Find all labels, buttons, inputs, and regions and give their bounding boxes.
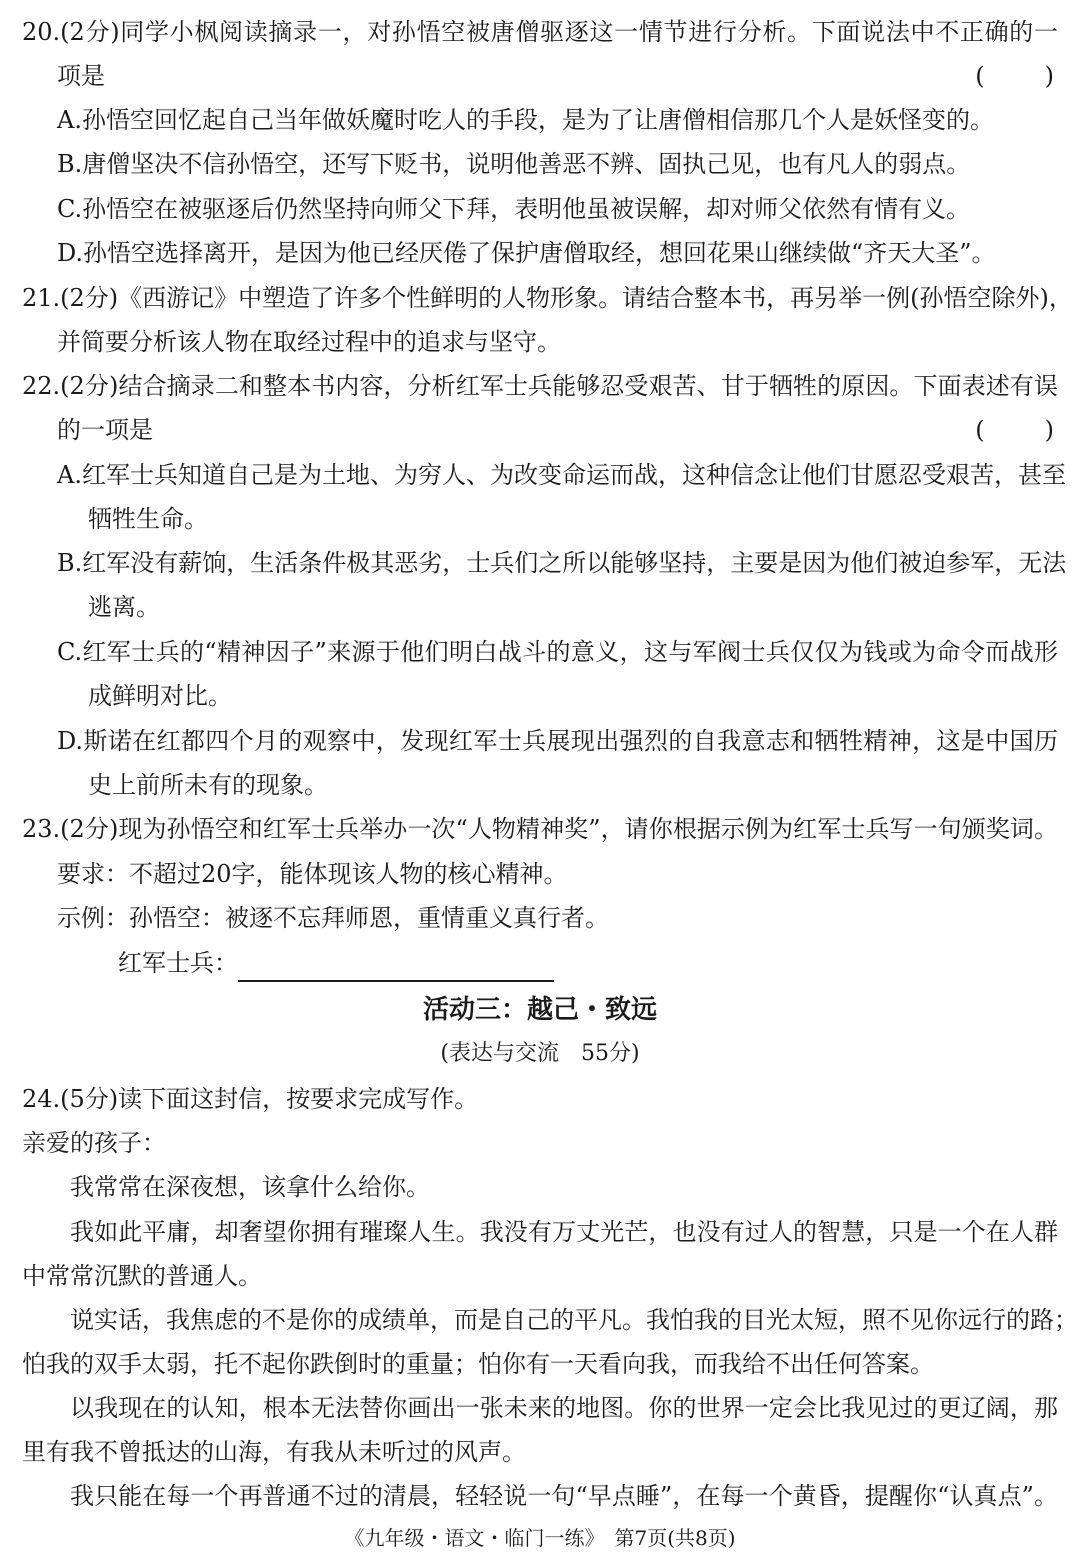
q20-option-d: D.孙悟空选择离开，是因为他已经厌倦了保护唐僧取经，想回花果山继续做“齐天大圣”。 <box>57 239 996 267</box>
q23-answer-row <box>0 941 1080 985</box>
q23-example: 示例：孙悟空：被逐不忘拜师恩，重情重义真行者。 <box>57 904 609 932</box>
page-footer: 《九年级・语文・临门一练》 第7页(共8页) <box>344 1526 736 1550</box>
q22-option-c-line1: C.红军士兵的“精神因子”来源于他们明白战斗的意义，这与军阀士兵仅仅为钱或为命令而战形 <box>57 638 1058 666</box>
letter-paragraph-4-line2: 里有我不曾抵达的山海，有我从未听过的风声。 <box>22 1438 526 1466</box>
letter-paragraph-1: 我常常在深夜想，该拿什么给你。 <box>70 1173 430 1201</box>
q24-stem: 24.(5分)读下面这封信，按要求完成写作。 <box>22 1085 479 1113</box>
q20-stem-line2 <box>0 54 1080 98</box>
q22-option-a-line1: A.红军士兵知道自己是为土地、为穷人、为改变命运而战，这种信念让他们甘愿忍受艰苦，甚至 <box>57 461 1066 489</box>
q20-stem-line1: 20.(2分)同学小枫阅读摘录一，对孙悟空被唐僧驱逐这一情节进行分析。下面说法中不正确的一 <box>22 18 1058 46</box>
q20-option-a: A.孙悟空回忆起自己当年做妖魔时吃人的手段，是为了让唐僧相信那几个人是妖怪变的。 <box>57 106 994 134</box>
q20-option-b: B.唐僧坚决不信孙悟空，还写下贬书，说明他善恶不辨、固执己见，也有凡人的弱点。 <box>57 150 971 178</box>
letter-paragraph-2-line1: 我如此平庸，却奢望你拥有璀璨人生。我没有万丈光芒，也没有过人的智慧，只是一个在人群 <box>70 1218 1058 1246</box>
letter-paragraph-5: 我只能在每一个再普通不过的清晨，轻轻说一句“早点睡”，在每一个黄昏，提醒你“认真点”。 <box>70 1482 1058 1510</box>
q22-stem-line1: 22.(2分)结合摘录二和整本书内容，分析红军士兵能够忍受艰苦、甘于牺牲的原因。下面表述有误 <box>22 372 1058 400</box>
q23-requirement: 要求：不超过20字，能体现该人物的核心精神。 <box>57 860 568 888</box>
q22-option-d-line2: 史上前所未有的现象。 <box>88 771 328 799</box>
q22-option-b-line1: B.红军没有薪饷，生活条件极其恶劣，士兵们之所以能够坚持，主要是因为他们被迫参军，无法 <box>57 549 1067 577</box>
q20-option-c: C.孙悟空在被驱逐后仍然坚持向师父下拜，表明他虽被误解，却对师父依然有情有义。 <box>57 195 971 223</box>
q22-stem-line2 <box>0 408 1080 452</box>
q22-stem-end: 的一项是 <box>57 416 153 444</box>
q22-option-c-line2: 成鲜明对比。 <box>88 682 232 710</box>
letter-greeting: 亲爱的孩子： <box>22 1129 166 1157</box>
q23-answer-blank[interactable] <box>238 948 554 982</box>
q22-option-a-line2: 牺牲生命。 <box>88 505 208 533</box>
q22-option-b-line2: 逃离。 <box>88 593 160 621</box>
q23-answer-label: 红军士兵： <box>118 949 238 977</box>
section-title: 活动三：越己・致远 <box>422 995 657 1025</box>
letter-paragraph-3-line1: 说实话，我焦虑的不是你的成绩单，而是自己的平凡。我怕我的目光太短，照不见你远行的路； <box>70 1306 1078 1334</box>
q22-option-d-line1: D.斯诺在红都四个月的观察中，发现红军士兵展现出强烈的自我意志和牺牲精神，这是中国历 <box>57 727 1058 755</box>
q23-stem: 23.(2分)现为孙悟空和红军士兵举办一次“人物精神奖”，请你根据示例为红军士兵写一句颁奖词。 <box>22 815 1058 843</box>
q21-stem-line2: 并简要分析该人物在取经过程中的追求与坚守。 <box>57 328 561 356</box>
q20-answer-bracket: ( ) <box>975 62 1058 90</box>
section-subtitle: (表达与交流 55分) <box>440 1041 640 1066</box>
q22-answer-bracket: ( ) <box>975 416 1058 444</box>
letter-paragraph-3-line2: 怕我的双手太弱，托不起你跌倒时的重量；怕你有一天看向我，而我给不出任何答案。 <box>22 1350 934 1378</box>
letter-paragraph-4-line1: 以我现在的认知，根本无法替你画出一张未来的地图。你的世界一定会比我见过的更辽阔，那 <box>70 1394 1058 1422</box>
letter-paragraph-2-line2: 中常常沉默的普通人。 <box>22 1262 262 1290</box>
q20-stem-end: 项是 <box>57 62 105 90</box>
q21-stem-line1: 21.(2分)《西游记》中塑造了许多个性鲜明的人物形象。请结合整本书，再另举一例(孙悟空除外)， <box>22 284 1073 312</box>
